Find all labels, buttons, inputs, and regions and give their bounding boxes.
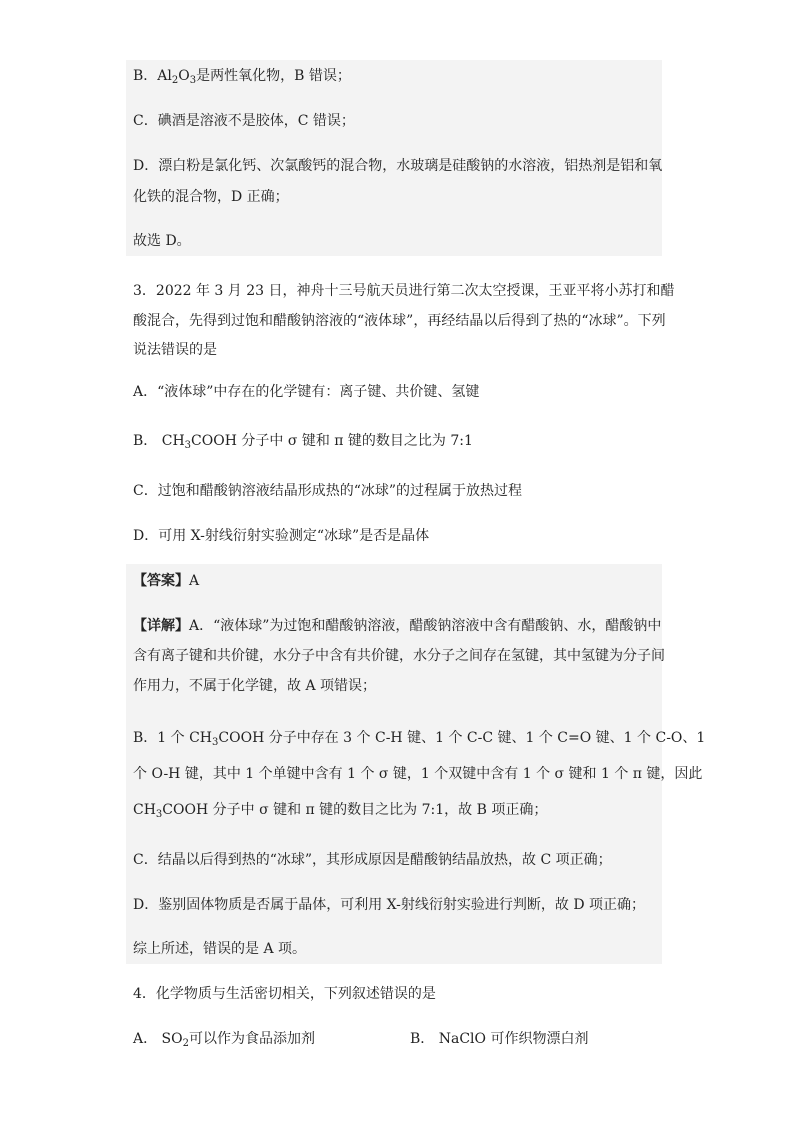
q4-option-a: A． $SO_2$可以作为食品添加剂 (133, 1031, 316, 1049)
q2-option-d-explanation-1: D．漂白粉是氯化钙、次氯酸钙的混合物，水玻璃是硅酸钠的水溶液，铝热剂是铝和氧 (133, 158, 663, 174)
q3-option-c: C．过饱和醋酸钠溶液结晶形成热的“冰球”的过程属于放热过程 (133, 483, 523, 499)
q4-stem: 4．化学物质与生活密切相关，下列叙述错误的是 (133, 986, 436, 1002)
q3-stem-3: 说法错误的是 (133, 342, 217, 358)
q3-detail-c: C．结晶以后得到热的“冰球”，其形成原因是醋酸钠结晶放热，故 C 项正确； (133, 852, 612, 868)
q3-detail-summary: 综上所述，错误的是 A 项。 (133, 941, 307, 957)
answer-value: A (189, 573, 200, 589)
q3-detail-a-2: 含有离子键和共价键，水分子中含有共价键，水分子之间存在氢键，其中氢键为分子间 (133, 648, 665, 664)
q3-detail-a-1: 【详解】A．“液体球”为过饱和醋酸钠溶液，醋酸钠溶液中含有醋酸钠、水，醋酸钠中 (133, 618, 662, 634)
q2-option-c-explanation: C．碘酒是溶液不是胶体，C 错误； (133, 113, 355, 129)
q2-option-b-explanation: B．$Al_2O_3$是两性氧化物，B 错误； (133, 68, 351, 86)
q3-detail-d: D．鉴别固体物质是否属于晶体，可利用 X-射线衍射实验进行判断，故 D 项正确； (133, 897, 645, 913)
detail-label: 【详解】 (133, 618, 189, 634)
q3-detail-a-3: 作用力，不属于化学键，故 A 项错误； (133, 678, 377, 694)
q3-detail-b-3: $CH_3COOH$ 分子中 σ 键和 π 键的数目之比为 7:1，故 B 项正确； (133, 802, 548, 820)
q3-answer (133, 571, 199, 591)
q3-detail-b-1: B．1 个 $CH_3COOH$ 分子中存在 3 个 C-H 键、1 个 C-C 键、1 个 C=O 键、1 个 C-O、1 (133, 730, 706, 748)
answer-label: 【答案】 (133, 573, 189, 589)
q4-option-b: B． NaClO 可作织物漂白剂 (410, 1031, 589, 1047)
q3-stem-2: 酸混合，先得到过饱和醋酸钠溶液的“液体球”，再经结晶以后得到了热的“冰球”。下列 (133, 313, 666, 329)
q3-stem-1: 3．2022 年 3 月 23 日，神舟十三号航天员进行第二次太空授课，王亚平将小苏打和醋 (133, 283, 675, 299)
q3-option-a: A．“液体球”中存在的化学键有：离子键、共价键、氢键 (133, 384, 480, 400)
q2-option-d-explanation-2: 化铁的混合物，D 正确； (133, 189, 289, 205)
q2-conclusion: 故选 D。 (133, 233, 191, 249)
q3-detail-b-2: 个 O-H 键，其中 1 个单键中含有 1 个 σ 键，1 个双键中含有 1 个 σ 键和 1 个 π 键，因此 (133, 766, 703, 782)
q3-option-b: B． $CH_3COOH$ 分子中 σ 键和 π 键的数目之比为 7:1 (133, 433, 473, 451)
q3-option-d: D．可用 X-射线衍射实验测定“冰球”是否是晶体 (133, 528, 430, 544)
